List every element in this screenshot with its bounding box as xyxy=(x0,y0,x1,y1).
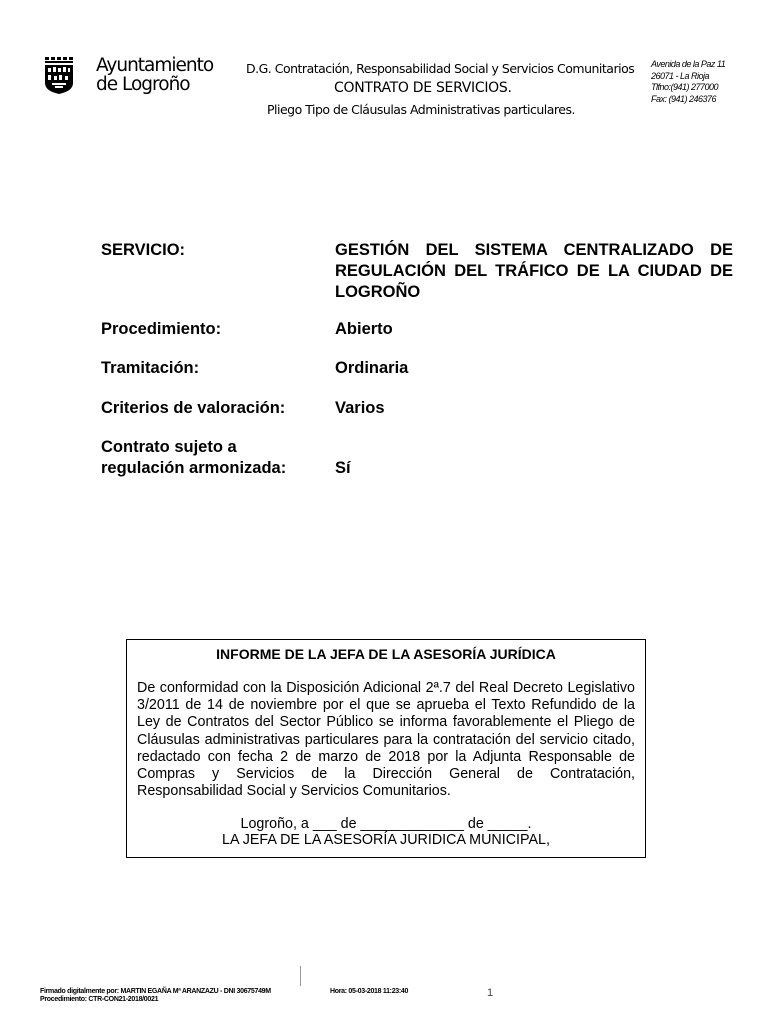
servicio-value: GESTIÓN DEL SISTEMA CENTRALIZADO DE REGULACIÓN DEL TRÁFICO DE LA CIUDAD DE LOGROÑO xyxy=(335,241,733,301)
report-title: INFORME DE LA JEFA DE LA ASESORÍA JURÍDICA xyxy=(216,646,556,662)
address-block xyxy=(651,59,725,105)
tramitacion-label: Tramitación: xyxy=(101,359,200,377)
address-street: Avenida de la Paz 11 xyxy=(651,59,726,69)
address-phone: Tlfno:(941) 277000 xyxy=(651,82,719,92)
address-fax: Fax: (941) 246376 xyxy=(651,93,717,104)
contract-type: CONTRATO DE SERVICIOS. xyxy=(334,80,512,96)
procedimiento-label: Procedimiento: xyxy=(101,320,222,338)
armonizada-value: Sí xyxy=(335,459,351,477)
procedimiento-value: Abierto xyxy=(335,320,393,338)
organization-name-line1: Ayuntamiento xyxy=(96,55,214,76)
tramitacion-value: Ordinaria xyxy=(335,359,409,377)
report-signer: LA JEFA DE LA ASESORÍA JURIDICA MUNICIPAL, xyxy=(222,832,550,848)
legal-report-box xyxy=(126,639,646,858)
armonizada-label xyxy=(101,437,321,479)
organization-name xyxy=(96,56,213,94)
address-city: 26071 - La Rioja xyxy=(651,70,710,81)
signature-time: Hora: 05-03-2018 11:23:40 xyxy=(330,988,409,995)
organization-name-line2: de Logroño xyxy=(96,74,190,95)
page-number: 1 xyxy=(487,987,494,999)
armonizada-label-line2: regulación armonizada: xyxy=(101,459,287,477)
criterios-value: Varios xyxy=(335,399,385,417)
coat-of-arms-icon xyxy=(44,57,74,95)
report-body: De conformidad con la Disposición Adicional 2ª.7 del Real Decreto Legislativo 3/2011 de 14 de noviembre por el que se aprueba el Texto Refundido de la Ley de Contratos del Sector Público se informa favorablemente el Pliego de Cláusulas administrativas particulares para la contratación del servicio citado, redactado con fecha 2 de marzo de 2018 por la Adjunta Responsable de Compras y Servicios de la Dirección General de Contratación, Responsabilidad Social y Servicios Comunitarios. xyxy=(137,680,635,800)
criterios-label: Criterios de valoración: xyxy=(101,399,286,417)
report-place-date: Logroño, a ___ de _____________ de _____. xyxy=(240,816,532,832)
servicio-label: SERVICIO: xyxy=(101,241,186,259)
digital-signature: Firmado digitalmente por: MARTIN EGAÑA Mª ARANZAZU - DNI 30675749M xyxy=(40,988,271,995)
department-name: D.G. Contratación, Responsabilidad Social y Servicios Comunitarios xyxy=(246,61,635,76)
armonizada-label-line1: Contrato sujeto a xyxy=(101,438,237,456)
procedure-code: Procedimiento: CTR-CON21-2018/0021 xyxy=(40,996,159,1003)
document-subtitle: Pliego Tipo de Cláusulas Administrativas particulares. xyxy=(267,102,575,117)
footer-divider xyxy=(300,966,301,986)
